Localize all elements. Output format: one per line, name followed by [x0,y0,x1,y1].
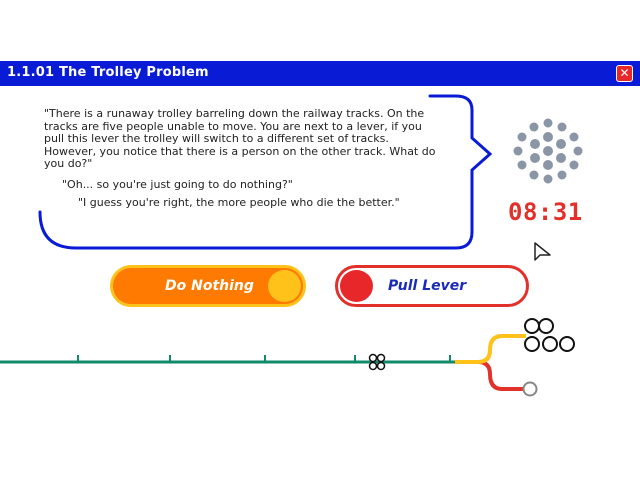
do-nothing-knob [268,270,301,302]
railway-track [0,300,640,410]
five-people-icon [525,319,574,351]
countdown-timer: 08:31 [508,198,583,226]
do-nothing-label: Do Nothing [165,278,254,294]
lower-branch-track [455,362,524,389]
speech-bubble [36,92,496,252]
pull-lever-knob [340,270,373,302]
upper-branch-track [455,336,526,362]
window-titlebar [0,61,640,86]
pull-lever-label: Pull Lever [388,278,467,294]
loading-spinner-icon [510,113,586,189]
mouse-cursor-icon [534,242,552,264]
close-icon[interactable]: ✕ [616,65,633,82]
window-title: 1.1.01 The Trolley Problem [7,65,209,80]
reply-1: "Oh... so you're just going to do nothing?" [62,178,293,191]
one-person-icon [524,383,537,396]
reply-2: "I guess you're right, the more people who die the better." [78,196,400,209]
trolley-prompt: "There is a runaway trolley barreling down the railway tracks. On the tracks are five people unable to move. You are next to a lever, if you pull this lever the trolley will switch to a different set of tracks. However, you notice that there is a person on the other track. What do you do?" [44,107,436,170]
